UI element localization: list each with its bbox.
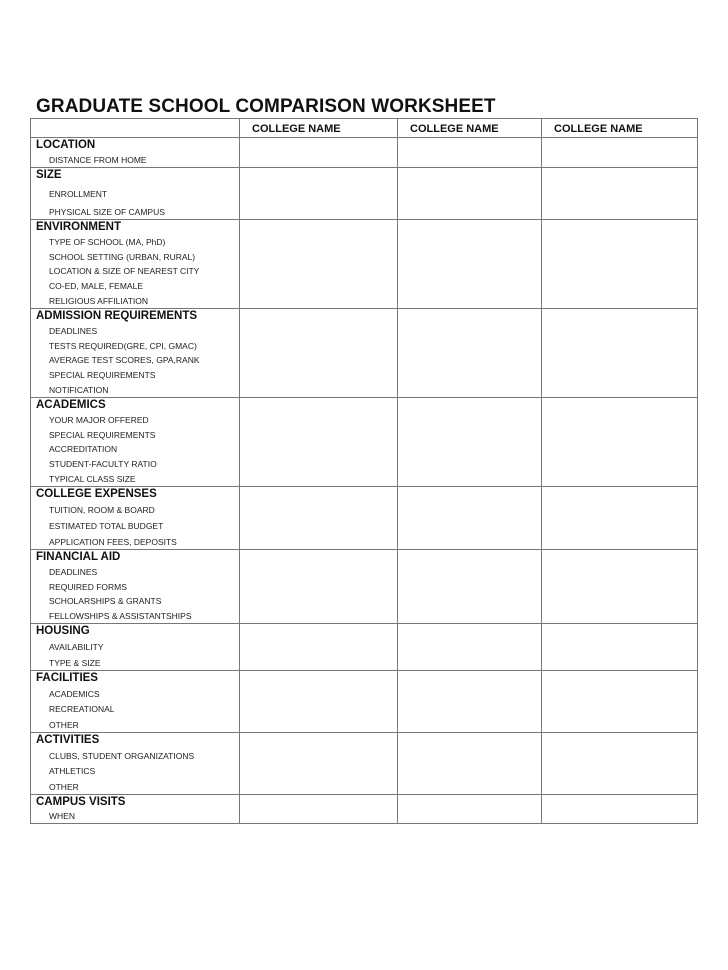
section-item: ACCREDITATION <box>49 444 118 455</box>
college-1-entry-cell[interactable] <box>240 795 398 823</box>
college-3-entry-cell[interactable] <box>542 795 697 823</box>
college-2-entry-cell[interactable] <box>398 795 542 823</box>
section-item: LOCATION & SIZE OF NEAREST CITY <box>49 266 200 277</box>
section-item: ACADEMICS <box>49 688 100 699</box>
section-item: SPECIAL REQUIREMENTS <box>49 370 156 381</box>
comparison-table <box>30 118 698 824</box>
section-heading: SIZE <box>36 169 62 181</box>
section-heading: FACILITIES <box>36 672 98 684</box>
college-1-entry-cell[interactable] <box>240 487 398 549</box>
section-item: ESTIMATED TOTAL BUDGET <box>49 521 164 531</box>
section-row <box>31 137 697 167</box>
college-2-entry-cell[interactable] <box>398 220 542 308</box>
college-1-entry-cell[interactable] <box>240 550 398 623</box>
section-label-cell <box>31 168 240 219</box>
section-item: STUDENT-FACULTY RATIO <box>49 459 157 470</box>
section-item: ATHLETICS <box>49 766 96 777</box>
section-item: RELIGIOUS AFFILIATION <box>49 295 149 306</box>
section-item: DISTANCE FROM HOME <box>49 155 147 165</box>
section-item: YOUR MAJOR OFFERED <box>49 414 149 425</box>
college-1-entry-cell[interactable] <box>240 168 398 219</box>
college-1-entry-cell[interactable] <box>240 138 398 167</box>
college-1-entry-cell[interactable] <box>240 309 398 397</box>
section-item: OTHER <box>49 781 79 792</box>
section-item: SCHOOL SETTING (URBAN, RURAL) <box>49 251 196 262</box>
section-heading: LOCATION <box>36 139 96 151</box>
section-label-cell <box>31 220 240 308</box>
college-3-entry-cell[interactable] <box>542 487 697 549</box>
section-heading: FINANCIAL AID <box>36 551 121 563</box>
college-3-entry-cell[interactable] <box>542 733 697 794</box>
college-name-header-1[interactable]: COLLEGE NAME <box>240 119 398 137</box>
college-name-header-2[interactable]: COLLEGE NAME <box>398 119 542 137</box>
section-row <box>31 549 697 623</box>
college-3-entry-cell[interactable] <box>542 168 697 219</box>
college-2-entry-cell[interactable] <box>398 550 542 623</box>
section-item: CLUBS, STUDENT ORGANIZATIONS <box>49 750 195 761</box>
section-item: CO-ED, MALE, FEMALE <box>49 281 143 292</box>
section-row <box>31 219 697 308</box>
section-row <box>31 167 697 219</box>
college-1-entry-cell[interactable] <box>240 671 398 732</box>
section-item: PHYSICAL SIZE OF CAMPUS <box>49 207 165 217</box>
section-item: NOTIFICATION <box>49 384 109 395</box>
section-item: FELLOWSHIPS & ASSISTANTSHIPS <box>49 611 192 621</box>
college-3-entry-cell[interactable] <box>542 220 697 308</box>
section-heading: HOUSING <box>36 625 90 637</box>
section-heading: ENVIRONMENT <box>36 221 121 233</box>
college-3-entry-cell[interactable] <box>542 624 697 670</box>
section-heading: ACTIVITIES <box>36 734 100 746</box>
section-item: RECREATIONAL <box>49 704 115 715</box>
section-item: TESTS REQUIRED(GRE, CPI, GMAC) <box>49 340 197 351</box>
college-1-entry-cell[interactable] <box>240 624 398 670</box>
section-item: TYPICAL CLASS SIZE <box>49 473 136 484</box>
section-item: DEADLINES <box>49 566 98 577</box>
section-heading: ADMISSION REQUIREMENTS <box>36 310 198 322</box>
section-row <box>31 670 697 732</box>
college-2-entry-cell[interactable] <box>398 733 542 794</box>
section-label-cell <box>31 795 240 823</box>
college-2-entry-cell[interactable] <box>398 168 542 219</box>
section-item: APPLICATION FEES, DEPOSITS <box>49 537 177 547</box>
section-item: SCHOLARSHIPS & GRANTS <box>49 596 162 607</box>
college-3-entry-cell[interactable] <box>542 550 697 623</box>
college-3-entry-cell[interactable] <box>542 309 697 397</box>
college-2-entry-cell[interactable] <box>398 138 542 167</box>
section-label-cell <box>31 733 240 794</box>
section-item: WHEN <box>49 811 75 821</box>
section-item: AVAILABILITY <box>49 642 104 652</box>
college-3-entry-cell[interactable] <box>542 398 697 486</box>
college-2-entry-cell[interactable] <box>398 487 542 549</box>
section-label-cell <box>31 138 240 167</box>
section-row <box>31 732 697 794</box>
college-3-entry-cell[interactable] <box>542 138 697 167</box>
section-label-cell <box>31 487 240 549</box>
section-item: TYPE & SIZE <box>49 658 101 668</box>
college-1-entry-cell[interactable] <box>240 733 398 794</box>
college-2-entry-cell[interactable] <box>398 398 542 486</box>
header-blank-cell <box>31 119 240 137</box>
section-item: DEADLINES <box>49 325 98 336</box>
section-item: OTHER <box>49 719 79 730</box>
section-heading: COLLEGE EXPENSES <box>36 488 157 500</box>
section-item: TYPE OF SCHOOL (MA, PhD) <box>49 236 166 247</box>
section-item: REQUIRED FORMS <box>49 581 127 592</box>
page-title: GRADUATE SCHOOL COMPARISON WORKSHEET <box>36 96 496 117</box>
section-item: AVERAGE TEST SCORES, GPA,RANK <box>49 355 200 366</box>
college-1-entry-cell[interactable] <box>240 220 398 308</box>
college-1-entry-cell[interactable] <box>240 398 398 486</box>
college-2-entry-cell[interactable] <box>398 309 542 397</box>
section-row <box>31 308 697 397</box>
section-row <box>31 623 697 670</box>
section-label-cell <box>31 550 240 623</box>
section-row <box>31 794 697 823</box>
section-item: ENROLLMENT <box>49 188 108 199</box>
section-row <box>31 397 697 486</box>
section-heading: CAMPUS VISITS <box>36 796 126 808</box>
section-item: SPECIAL REQUIREMENTS <box>49 429 156 440</box>
header-row <box>31 119 697 137</box>
section-row <box>31 486 697 549</box>
college-3-entry-cell[interactable] <box>542 671 697 732</box>
section-item: TUITION, ROOM & BOARD <box>49 505 155 515</box>
college-name-header-3[interactable]: COLLEGE NAME <box>554 123 643 135</box>
section-label-cell <box>31 398 240 486</box>
section-label-cell <box>31 624 240 670</box>
college-2-entry-cell[interactable] <box>398 671 542 732</box>
section-heading: ACADEMICS <box>36 399 106 411</box>
college-2-entry-cell[interactable] <box>398 624 542 670</box>
section-label-cell <box>31 671 240 732</box>
section-label-cell <box>31 309 240 397</box>
